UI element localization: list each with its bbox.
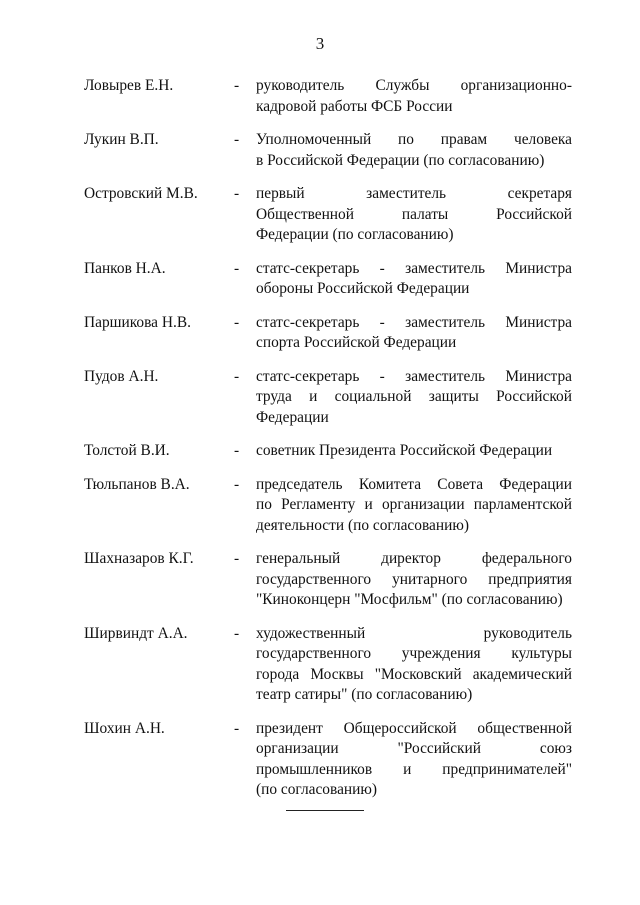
member-name: Ширвиндт А.А. [84,624,188,642]
member-role [256,719,572,801]
role-line: организации "Российский союз [256,740,572,757]
role-line: статс-секретарь - заместитель Министра [256,259,572,277]
role-line: по Регламенту и организации парламентской [256,496,572,513]
member-name: Толстой В.И. [84,442,170,459]
role-line: государственного унитарного предприятия [256,570,572,588]
role-line: кадровой работы ФСБ России [256,97,453,115]
role-line: художественный руководитель [256,624,572,642]
role-line: Федерации (по согласованию) [256,226,454,243]
member-role [256,76,572,117]
role-line: статс-секретарь - заместитель Министра [256,367,572,385]
list-item [84,367,572,429]
member-role [256,549,572,611]
list-item [84,76,572,117]
separator-dash: - [234,719,240,737]
role-line: (по согласованию) [256,781,377,798]
list-item [84,259,572,300]
member-name: Панков Н.А. [84,259,166,277]
list-item [84,719,572,801]
member-role [256,313,572,354]
role-line: статс-секретарь - заместитель Министра [256,313,572,331]
member-role [256,367,572,429]
role-line: театр сатиры" (по согласованию) [256,686,473,703]
separator-dash: - [234,77,240,94]
role-line: государственного учреждения культуры [256,645,572,662]
separator-dash: - [234,624,240,642]
separator-dash: - [234,185,240,202]
list-item [84,313,572,354]
member-name: Шахназаров К.Г. [84,550,194,567]
separator-dash: - [234,313,240,331]
role-line: советник Президента Российской Федерации [256,442,553,459]
role-line: председатель Комитета Совета Федерации [256,475,572,493]
role-line: первый заместитель секретаря [256,185,572,202]
role-line: президент Общероссийской общественной [256,719,572,737]
separator-dash: - [234,550,240,567]
separator-dash: - [234,259,240,277]
members-list [84,76,572,801]
member-role [256,441,572,462]
member-role [256,475,572,537]
list-item [84,130,572,171]
role-line: Уполномоченный по правам человека [256,131,572,148]
end-of-document-rule [286,810,364,811]
member-name: Островский М.В. [84,185,198,202]
member-name: Пудов А.Н. [84,367,159,385]
list-item [84,624,572,706]
list-item [84,549,572,611]
member-name: Ловырев Е.Н. [84,77,174,94]
member-role [256,184,572,246]
role-line: Общественной палаты Российской [256,205,572,223]
role-line: спорта Российской Федерации [256,334,457,351]
list-item [84,441,572,462]
role-line: города Москвы "Московский академический [256,665,572,683]
list-item [84,184,572,246]
role-line: труда и социальной защиты Российской [256,388,572,405]
separator-dash: - [234,367,240,385]
role-line: в Российской Федерации (по согласованию) [256,151,545,169]
role-line: деятельности (по согласованию) [256,516,469,534]
role-line: руководитель Службы организационно- [256,77,572,94]
member-role [256,624,572,706]
member-name: Шохин А.Н. [84,719,165,737]
separator-dash: - [234,475,240,493]
role-line: обороны Российской Федерации [256,280,470,297]
page-number: 3 [315,34,325,53]
list-item [84,475,572,537]
member-role [256,259,572,300]
role-line: промышленников и предпринимателей" [256,760,572,778]
separator-dash: - [234,442,240,459]
member-name: Паршикова Н.В. [84,313,191,331]
member-name: Лукин В.П. [84,131,159,148]
role-line: Федерации [256,408,329,426]
role-line: "Киноконцерн "Мосфильм" (по согласованию) [256,591,563,608]
member-role [256,130,572,171]
separator-dash: - [234,131,240,148]
member-name: Тюльпанов В.А. [84,475,190,493]
role-line: генеральный директор федерального [256,550,572,567]
